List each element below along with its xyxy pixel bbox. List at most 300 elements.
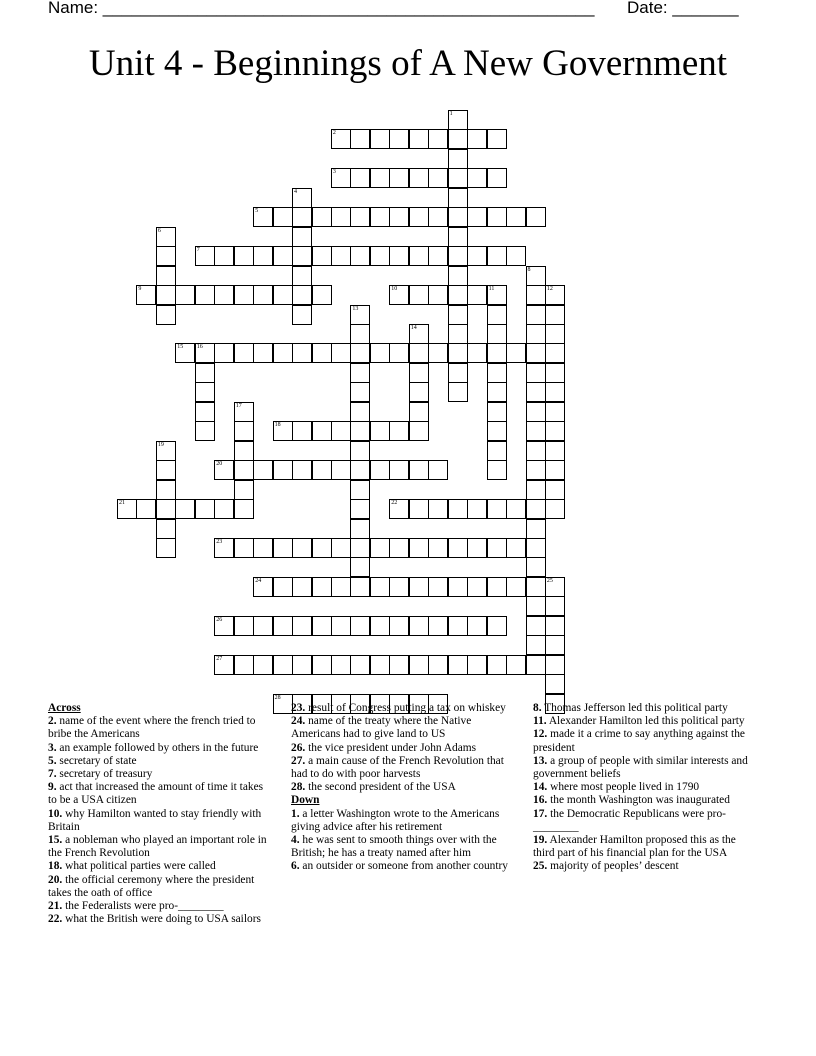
grid-cell[interactable] xyxy=(370,246,390,266)
grid-cell[interactable] xyxy=(487,305,507,325)
grid-cell[interactable] xyxy=(117,499,137,519)
grid-cell[interactable] xyxy=(389,285,409,305)
grid-cell[interactable] xyxy=(292,266,312,286)
grid-cell[interactable] xyxy=(253,616,273,636)
grid-cell[interactable] xyxy=(350,577,370,597)
grid-cell[interactable] xyxy=(487,538,507,558)
grid-cell[interactable] xyxy=(526,577,546,597)
grid-cell[interactable] xyxy=(234,655,254,675)
grid-cell[interactable] xyxy=(312,538,332,558)
grid-cell[interactable] xyxy=(292,246,312,266)
grid-cell[interactable] xyxy=(545,343,565,363)
grid-cell[interactable] xyxy=(136,285,156,305)
grid-cell[interactable] xyxy=(253,246,273,266)
grid-cell[interactable] xyxy=(448,129,468,149)
clue-number-label: 8. xyxy=(533,702,542,714)
grid-cell[interactable] xyxy=(389,538,409,558)
grid-cell[interactable] xyxy=(545,363,565,383)
grid-cell[interactable] xyxy=(273,616,293,636)
grid-cell[interactable] xyxy=(409,655,429,675)
grid-cell[interactable] xyxy=(545,635,565,655)
grid-cell[interactable] xyxy=(389,499,409,519)
grid-cell[interactable] xyxy=(448,110,468,130)
grid-cell[interactable] xyxy=(448,324,468,344)
grid-cell[interactable] xyxy=(389,421,409,441)
grid-cell[interactable] xyxy=(273,694,293,714)
grid-cell[interactable] xyxy=(409,168,429,188)
grid-cell[interactable] xyxy=(409,382,429,402)
grid-cell[interactable] xyxy=(331,460,351,480)
grid-cell[interactable] xyxy=(195,499,215,519)
grid-cell[interactable] xyxy=(545,441,565,461)
clue-number: 2 xyxy=(332,130,336,137)
grid-cell[interactable] xyxy=(292,616,312,636)
grid-cell[interactable] xyxy=(389,168,409,188)
grid-cell[interactable] xyxy=(234,343,254,363)
grid-cell[interactable] xyxy=(350,480,370,500)
grid-cell[interactable] xyxy=(467,616,487,636)
grid-cell[interactable] xyxy=(331,246,351,266)
grid-cell[interactable] xyxy=(428,655,448,675)
grid-cell[interactable] xyxy=(506,655,526,675)
clue-number-label: 21. xyxy=(48,900,63,913)
grid-cell[interactable] xyxy=(156,246,176,266)
grid-cell[interactable] xyxy=(409,402,429,422)
grid-cell[interactable] xyxy=(526,305,546,325)
grid-cell[interactable] xyxy=(195,402,215,422)
grid-cell[interactable] xyxy=(292,285,312,305)
grid-cell[interactable] xyxy=(526,460,546,480)
grid-cell[interactable] xyxy=(448,305,468,325)
grid-cell[interactable] xyxy=(195,343,215,363)
grid-cell[interactable] xyxy=(331,207,351,227)
grid-cell[interactable] xyxy=(292,655,312,675)
grid-cell[interactable] xyxy=(350,655,370,675)
grid-cell[interactable] xyxy=(409,538,429,558)
grid-cell[interactable] xyxy=(292,227,312,247)
grid-cell[interactable] xyxy=(467,285,487,305)
grid-cell[interactable] xyxy=(175,499,195,519)
grid-cell[interactable] xyxy=(487,655,507,675)
grid-cell[interactable] xyxy=(526,266,546,286)
clue-text: Thomas Jefferson led this political party xyxy=(541,702,728,714)
grid-cell[interactable] xyxy=(526,596,546,616)
grid-cell[interactable] xyxy=(487,441,507,461)
grid-cell[interactable] xyxy=(234,480,254,500)
grid-cell[interactable] xyxy=(526,519,546,539)
grid-cell[interactable] xyxy=(545,324,565,344)
grid-cell[interactable] xyxy=(234,246,254,266)
clue-number-label: 17. xyxy=(533,807,548,820)
grid-cell[interactable] xyxy=(350,557,370,577)
grid-cell[interactable] xyxy=(234,616,254,636)
grid-cell[interactable] xyxy=(487,460,507,480)
grid-cell[interactable] xyxy=(526,363,546,383)
clue-number: 20 xyxy=(216,461,223,468)
grid-cell[interactable] xyxy=(214,616,234,636)
grid-cell[interactable] xyxy=(273,655,293,675)
grid-cell[interactable] xyxy=(545,577,565,597)
grid-cell[interactable] xyxy=(389,577,409,597)
grid-cell[interactable] xyxy=(350,129,370,149)
grid-cell[interactable] xyxy=(409,129,429,149)
grid-cell[interactable] xyxy=(526,480,546,500)
grid-cell[interactable] xyxy=(526,557,546,577)
grid-cell[interactable] xyxy=(506,499,526,519)
grid-cell[interactable] xyxy=(350,421,370,441)
grid-cell[interactable] xyxy=(331,129,351,149)
grid-cell[interactable] xyxy=(350,460,370,480)
grid-cell[interactable] xyxy=(370,207,390,227)
grid-cell[interactable] xyxy=(526,616,546,636)
grid-cell[interactable] xyxy=(545,499,565,519)
grid-cell[interactable] xyxy=(234,538,254,558)
grid-cell[interactable] xyxy=(428,577,448,597)
clue-item xyxy=(48,808,270,834)
grid-cell[interactable] xyxy=(526,382,546,402)
grid-cell[interactable] xyxy=(312,421,332,441)
grid-cell[interactable] xyxy=(526,635,546,655)
grid-cell[interactable] xyxy=(409,577,429,597)
grid-cell[interactable] xyxy=(292,460,312,480)
grid-cell[interactable] xyxy=(467,655,487,675)
grid-cell[interactable] xyxy=(156,519,176,539)
grid-cell[interactable] xyxy=(389,343,409,363)
grid-cell[interactable] xyxy=(370,421,390,441)
grid-cell[interactable] xyxy=(331,168,351,188)
grid-cell[interactable] xyxy=(331,616,351,636)
grid-cell[interactable] xyxy=(448,188,468,208)
grid-cell[interactable] xyxy=(428,499,448,519)
grid-cell[interactable] xyxy=(253,285,273,305)
grid-cell[interactable] xyxy=(448,285,468,305)
grid-cell[interactable] xyxy=(370,129,390,149)
grid-cell[interactable] xyxy=(448,168,468,188)
grid-cell[interactable] xyxy=(350,305,370,325)
across-heading: Across xyxy=(48,702,81,714)
name-field-label: Name: ____________________________________________________ xyxy=(48,0,595,17)
grid-cell[interactable] xyxy=(234,460,254,480)
grid-cell[interactable] xyxy=(467,207,487,227)
clue-text: where most people lived in 1790 xyxy=(547,781,700,794)
grid-cell[interactable] xyxy=(312,655,332,675)
grid-cell[interactable] xyxy=(487,382,507,402)
grid-cell[interactable] xyxy=(292,343,312,363)
grid-cell[interactable] xyxy=(273,343,293,363)
grid-cell[interactable] xyxy=(389,460,409,480)
grid-cell[interactable] xyxy=(312,343,332,363)
grid-cell[interactable] xyxy=(350,363,370,383)
clue-number: 11 xyxy=(488,286,495,292)
grid-cell[interactable] xyxy=(253,655,273,675)
clue-text: the Democratic Republicans were pro-________ xyxy=(533,807,726,833)
grid-cell[interactable] xyxy=(448,266,468,286)
grid-cell[interactable] xyxy=(545,480,565,500)
grid-cell[interactable] xyxy=(350,538,370,558)
grid-cell[interactable] xyxy=(292,577,312,597)
grid-cell[interactable] xyxy=(428,285,448,305)
grid-cell[interactable] xyxy=(156,227,176,247)
grid-cell[interactable] xyxy=(526,499,546,519)
grid-cell[interactable] xyxy=(331,538,351,558)
grid-cell[interactable] xyxy=(253,460,273,480)
grid-cell[interactable] xyxy=(214,499,234,519)
grid-cell[interactable] xyxy=(526,285,546,305)
grid-cell[interactable] xyxy=(428,538,448,558)
grid-cell[interactable] xyxy=(448,207,468,227)
grid-cell[interactable] xyxy=(195,382,215,402)
grid-cell[interactable] xyxy=(467,538,487,558)
grid-cell[interactable] xyxy=(545,402,565,422)
clue-item xyxy=(291,860,513,873)
grid-cell[interactable] xyxy=(312,577,332,597)
grid-cell[interactable] xyxy=(428,207,448,227)
grid-cell[interactable] xyxy=(409,616,429,636)
grid-cell[interactable] xyxy=(156,460,176,480)
grid-cell[interactable] xyxy=(487,246,507,266)
grid-cell[interactable] xyxy=(467,129,487,149)
grid-cell[interactable] xyxy=(389,246,409,266)
grid-cell[interactable] xyxy=(214,246,234,266)
grid-cell[interactable] xyxy=(448,616,468,636)
clue-item xyxy=(48,755,270,768)
grid-cell[interactable] xyxy=(156,499,176,519)
grid-cell[interactable] xyxy=(292,188,312,208)
clue-text: a nobleman who played an important role in the French Revolution xyxy=(48,834,267,860)
grid-cell[interactable] xyxy=(273,285,293,305)
grid-cell[interactable] xyxy=(195,285,215,305)
grid-cell[interactable] xyxy=(389,616,409,636)
clue-number: 22 xyxy=(391,500,398,506)
grid-cell[interactable] xyxy=(448,499,468,519)
grid-cell[interactable] xyxy=(312,207,332,227)
grid-cell[interactable] xyxy=(467,246,487,266)
grid-cell[interactable] xyxy=(526,441,546,461)
grid-cell[interactable] xyxy=(156,538,176,558)
grid-cell[interactable] xyxy=(526,402,546,422)
grid-cell[interactable] xyxy=(214,460,234,480)
grid-cell[interactable] xyxy=(195,421,215,441)
grid-cell[interactable] xyxy=(156,480,176,500)
grid-cell[interactable] xyxy=(273,421,293,441)
grid-cell[interactable] xyxy=(487,616,507,636)
grid-cell[interactable] xyxy=(506,246,526,266)
grid-cell[interactable] xyxy=(331,577,351,597)
grid-cell[interactable] xyxy=(350,207,370,227)
clue-item xyxy=(533,794,755,807)
grid-cell[interactable] xyxy=(526,538,546,558)
grid-cell[interactable] xyxy=(253,577,273,597)
grid-cell[interactable] xyxy=(350,499,370,519)
grid-cell[interactable] xyxy=(253,207,273,227)
grid-cell[interactable] xyxy=(409,207,429,227)
clue-item xyxy=(48,874,270,900)
clue-number: 25 xyxy=(546,577,553,584)
grid-cell[interactable] xyxy=(409,363,429,383)
grid-cell[interactable] xyxy=(370,538,390,558)
grid-cell[interactable] xyxy=(175,343,195,363)
grid-cell[interactable] xyxy=(370,577,390,597)
grid-cell[interactable] xyxy=(487,421,507,441)
grid-cell[interactable] xyxy=(370,616,390,636)
grid-cell[interactable] xyxy=(312,246,332,266)
grid-cell[interactable] xyxy=(409,343,429,363)
grid-cell[interactable] xyxy=(428,168,448,188)
grid-cell[interactable] xyxy=(409,246,429,266)
grid-cell[interactable] xyxy=(389,129,409,149)
grid-cell[interactable] xyxy=(312,460,332,480)
grid-cell[interactable] xyxy=(312,616,332,636)
grid-cell[interactable] xyxy=(331,343,351,363)
grid-cell[interactable] xyxy=(506,577,526,597)
grid-cell[interactable] xyxy=(175,285,195,305)
grid-cell[interactable] xyxy=(487,343,507,363)
grid-cell[interactable] xyxy=(506,207,526,227)
grid-cell[interactable] xyxy=(526,421,546,441)
grid-cell[interactable] xyxy=(487,499,507,519)
grid-cell[interactable] xyxy=(467,499,487,519)
grid-cell[interactable] xyxy=(487,324,507,344)
grid-cell[interactable] xyxy=(526,324,546,344)
grid-cell[interactable] xyxy=(487,363,507,383)
clues-column-1 xyxy=(48,702,270,926)
grid-cell[interactable] xyxy=(487,207,507,227)
clue-text: why Hamilton wanted to stay friendly with Britain xyxy=(48,807,262,833)
grid-cell[interactable] xyxy=(292,305,312,325)
grid-cell[interactable] xyxy=(234,441,254,461)
grid-cell[interactable] xyxy=(545,616,565,636)
grid-cell[interactable] xyxy=(156,305,176,325)
grid-cell[interactable] xyxy=(273,460,293,480)
grid-cell[interactable] xyxy=(234,402,254,422)
grid-cell[interactable] xyxy=(448,538,468,558)
grid-cell[interactable] xyxy=(448,655,468,675)
grid-cell[interactable] xyxy=(350,402,370,422)
grid-cell[interactable] xyxy=(448,363,468,383)
grid-cell[interactable] xyxy=(350,324,370,344)
grid-cell[interactable] xyxy=(545,382,565,402)
grid-cell[interactable] xyxy=(526,343,546,363)
grid-cell[interactable] xyxy=(409,460,429,480)
grid-cell[interactable] xyxy=(234,285,254,305)
grid-cell[interactable] xyxy=(428,343,448,363)
grid-cell[interactable] xyxy=(350,343,370,363)
grid-cell[interactable] xyxy=(292,538,312,558)
grid-cell[interactable] xyxy=(506,343,526,363)
grid-cell[interactable] xyxy=(467,577,487,597)
grid-cell[interactable] xyxy=(234,421,254,441)
grid-cell[interactable] xyxy=(448,227,468,247)
grid-cell[interactable] xyxy=(428,129,448,149)
grid-cell[interactable] xyxy=(273,207,293,227)
grid-cell[interactable] xyxy=(448,246,468,266)
grid-cell[interactable] xyxy=(409,499,429,519)
grid-cell[interactable] xyxy=(448,382,468,402)
grid-cell[interactable] xyxy=(312,285,332,305)
grid-cell[interactable] xyxy=(467,343,487,363)
clue-text: secretary of state xyxy=(56,754,137,767)
grid-cell[interactable] xyxy=(526,207,546,227)
grid-cell[interactable] xyxy=(195,363,215,383)
grid-cell[interactable] xyxy=(545,655,565,675)
grid-cell[interactable] xyxy=(370,168,390,188)
grid-cell[interactable] xyxy=(370,343,390,363)
grid-cell[interactable] xyxy=(350,616,370,636)
grid-cell[interactable] xyxy=(545,305,565,325)
grid-cell[interactable] xyxy=(448,343,468,363)
grid-cell[interactable] xyxy=(273,538,293,558)
grid-cell[interactable] xyxy=(350,519,370,539)
grid-cell[interactable] xyxy=(195,246,215,266)
grid-cell[interactable] xyxy=(370,655,390,675)
grid-cell[interactable] xyxy=(234,499,254,519)
grid-cell[interactable] xyxy=(156,266,176,286)
grid-cell[interactable] xyxy=(214,285,234,305)
clue-item xyxy=(291,742,513,755)
grid-cell[interactable] xyxy=(331,421,351,441)
grid-cell[interactable] xyxy=(370,460,390,480)
grid-cell[interactable] xyxy=(292,421,312,441)
grid-cell[interactable] xyxy=(214,538,234,558)
grid-cell[interactable] xyxy=(487,402,507,422)
grid-cell[interactable] xyxy=(136,499,156,519)
grid-cell[interactable] xyxy=(487,129,507,149)
grid-cell[interactable] xyxy=(273,577,293,597)
grid-cell[interactable] xyxy=(467,168,487,188)
grid-cell[interactable] xyxy=(350,382,370,402)
grid-cell[interactable] xyxy=(350,441,370,461)
clue-text: Alexander Hamilton led this political party xyxy=(546,715,745,728)
grid-cell[interactable] xyxy=(487,168,507,188)
clue-text: a letter Washington wrote to the Americans giving advice after his retirement xyxy=(291,807,500,833)
clue-number: 12 xyxy=(546,286,553,292)
grid-cell[interactable] xyxy=(292,207,312,227)
grid-cell[interactable] xyxy=(448,149,468,169)
grid-cell[interactable] xyxy=(526,655,546,675)
grid-cell[interactable] xyxy=(253,343,273,363)
grid-cell[interactable] xyxy=(156,441,176,461)
grid-cell[interactable] xyxy=(545,596,565,616)
clue-number-label: 4. xyxy=(291,834,300,847)
grid-cell[interactable] xyxy=(487,285,507,305)
grid-cell[interactable] xyxy=(545,460,565,480)
grid-cell[interactable] xyxy=(487,577,507,597)
grid-cell[interactable] xyxy=(253,538,273,558)
grid-cell[interactable] xyxy=(409,421,429,441)
grid-cell[interactable] xyxy=(214,655,234,675)
grid-cell[interactable] xyxy=(409,285,429,305)
grid-cell[interactable] xyxy=(428,616,448,636)
grid-cell[interactable] xyxy=(156,285,176,305)
grid-cell[interactable] xyxy=(545,674,565,694)
grid-cell[interactable] xyxy=(428,246,448,266)
grid-cell[interactable] xyxy=(409,324,429,344)
clue-number-label: 15. xyxy=(48,834,63,847)
grid-cell[interactable] xyxy=(214,343,234,363)
grid-cell[interactable] xyxy=(389,207,409,227)
grid-cell[interactable] xyxy=(389,655,409,675)
grid-cell[interactable] xyxy=(545,421,565,441)
grid-cell[interactable] xyxy=(545,285,565,305)
grid-cell[interactable] xyxy=(331,655,351,675)
grid-cell[interactable] xyxy=(273,246,293,266)
grid-cell[interactable] xyxy=(448,577,468,597)
grid-cell[interactable] xyxy=(350,246,370,266)
grid-cell[interactable] xyxy=(428,460,448,480)
clue-number: 6 xyxy=(157,227,161,234)
grid-cell[interactable] xyxy=(350,168,370,188)
grid-cell[interactable] xyxy=(506,538,526,558)
